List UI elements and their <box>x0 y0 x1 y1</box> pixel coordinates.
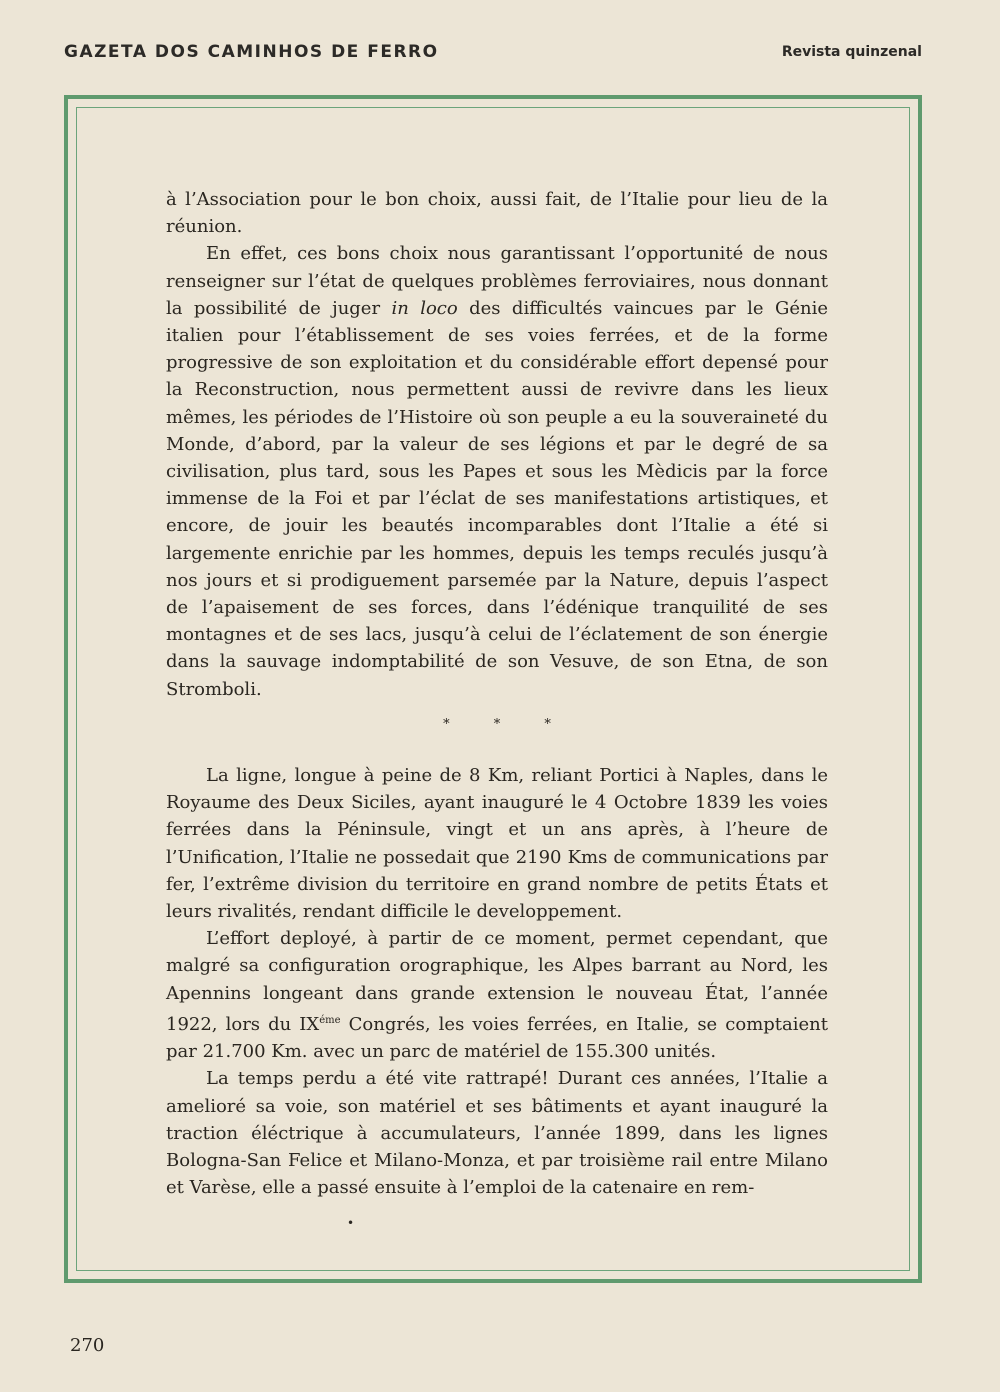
paragraph-3: La ligne, longue à peine de 8 Km, reliant Portici à Naples, dans le Royaume des Deux Siciles, ayant inauguré le 4 Octobre 1839 les voies ferrées dans la Péninsule, vingt et un ans après, à l’heure de l’Unification, l’Italie ne possedait que 2190 Kms de communications par fer, l’extrême division du territoire en grand nombre de petits États et leurs rivalités, rendant difficile le developpement. <box>166 765 828 923</box>
paragraph-5: La temps perdu a été vite rattrapé! Durant ces années, l’Italie a amelioré sa voie, son matériel et ses bâtiments et ayant inauguré la traction éléctrique à accumulateurs, l’année 1899, dans les lignes Bologna-San Felice et Milano-Monza, et par troisième rail entre Milano et Varèse, elle a passé ensuite à l’emploi de la catenaire en rem- <box>166 1068 828 1199</box>
journal-title: GAZETA DOS CAMINHOS DE FERRO <box>64 42 439 62</box>
paragraph-4-part-a: L’effort deployé, à partir de ce moment, permet cependant, que malgré sa configuration orographique, les Alpes barrant au Nord, les Apennins longeant dans grande extension le nouveau État, l’année 1922, lors du IX <box>166 928 828 1035</box>
paragraph-4-superscript: éme <box>319 1014 341 1026</box>
section-separator: * * * <box>443 716 571 732</box>
paragraph-2-part-a: En effet, ces bons choix nous garantissant l’opportunité de nous renseigner sur l’état de quelques problèmes ferroviaires, nous donnant la possibilité de juger <box>166 243 828 319</box>
bottom-bullet: • <box>347 1216 355 1230</box>
paragraph-1: à l’Association pour le bon choix, aussi fait, de l’Italie pour lieu de la réunion. <box>166 189 828 238</box>
article-body <box>166 186 828 1201</box>
page-number: 270 <box>70 1335 105 1356</box>
paragraph-2 <box>166 240 828 702</box>
paragraph-2-part-b: des difficultés vaincues par le Génie italien pour l’établissement de ses voies ferrées, et de la forme progressive de son exploitation et du considérable effort depensé pour la Reconstruction, nous permettent aussi de revivre dans les lieux mêmes, les périodes de l’Histoire où son peuple a eu la souveraineté du Monde, d’abord, par la valeur de ses légions et par le degré de sa civilisation, plus tard, sous les Papes et sous les Mèdicis par la force immense de la Foi et par l’éclat de ses manifestations artistiques, et encore, de jouir les beautés incomparables dont l’Italie a été si largemente enrichie par les hommes, depuis les temps reculés jusqu’à nos jours et si prodiguement parsemée par la Nature, depuis l’aspect de l’apaisement de ses forces, dans l’édénique tranquilité de ses montagnes et de ses lacs, jusqu’à celui de l’éclatement de son énergie dans la sauvage indomptabilité de son Vesuve, de son Etna, de son Stromboli. <box>166 297 828 700</box>
paragraph-2-emphasis: in loco <box>391 297 458 319</box>
paragraph-4 <box>166 925 828 1065</box>
paragraph-4-part-b: Congrés, les voies ferrées, en Italie, se comptaient par 21.700 Km. avec un parc de matériel de 155.300 unités. <box>166 1013 828 1063</box>
journal-subtitle: Revista quinzenal <box>781 44 922 60</box>
